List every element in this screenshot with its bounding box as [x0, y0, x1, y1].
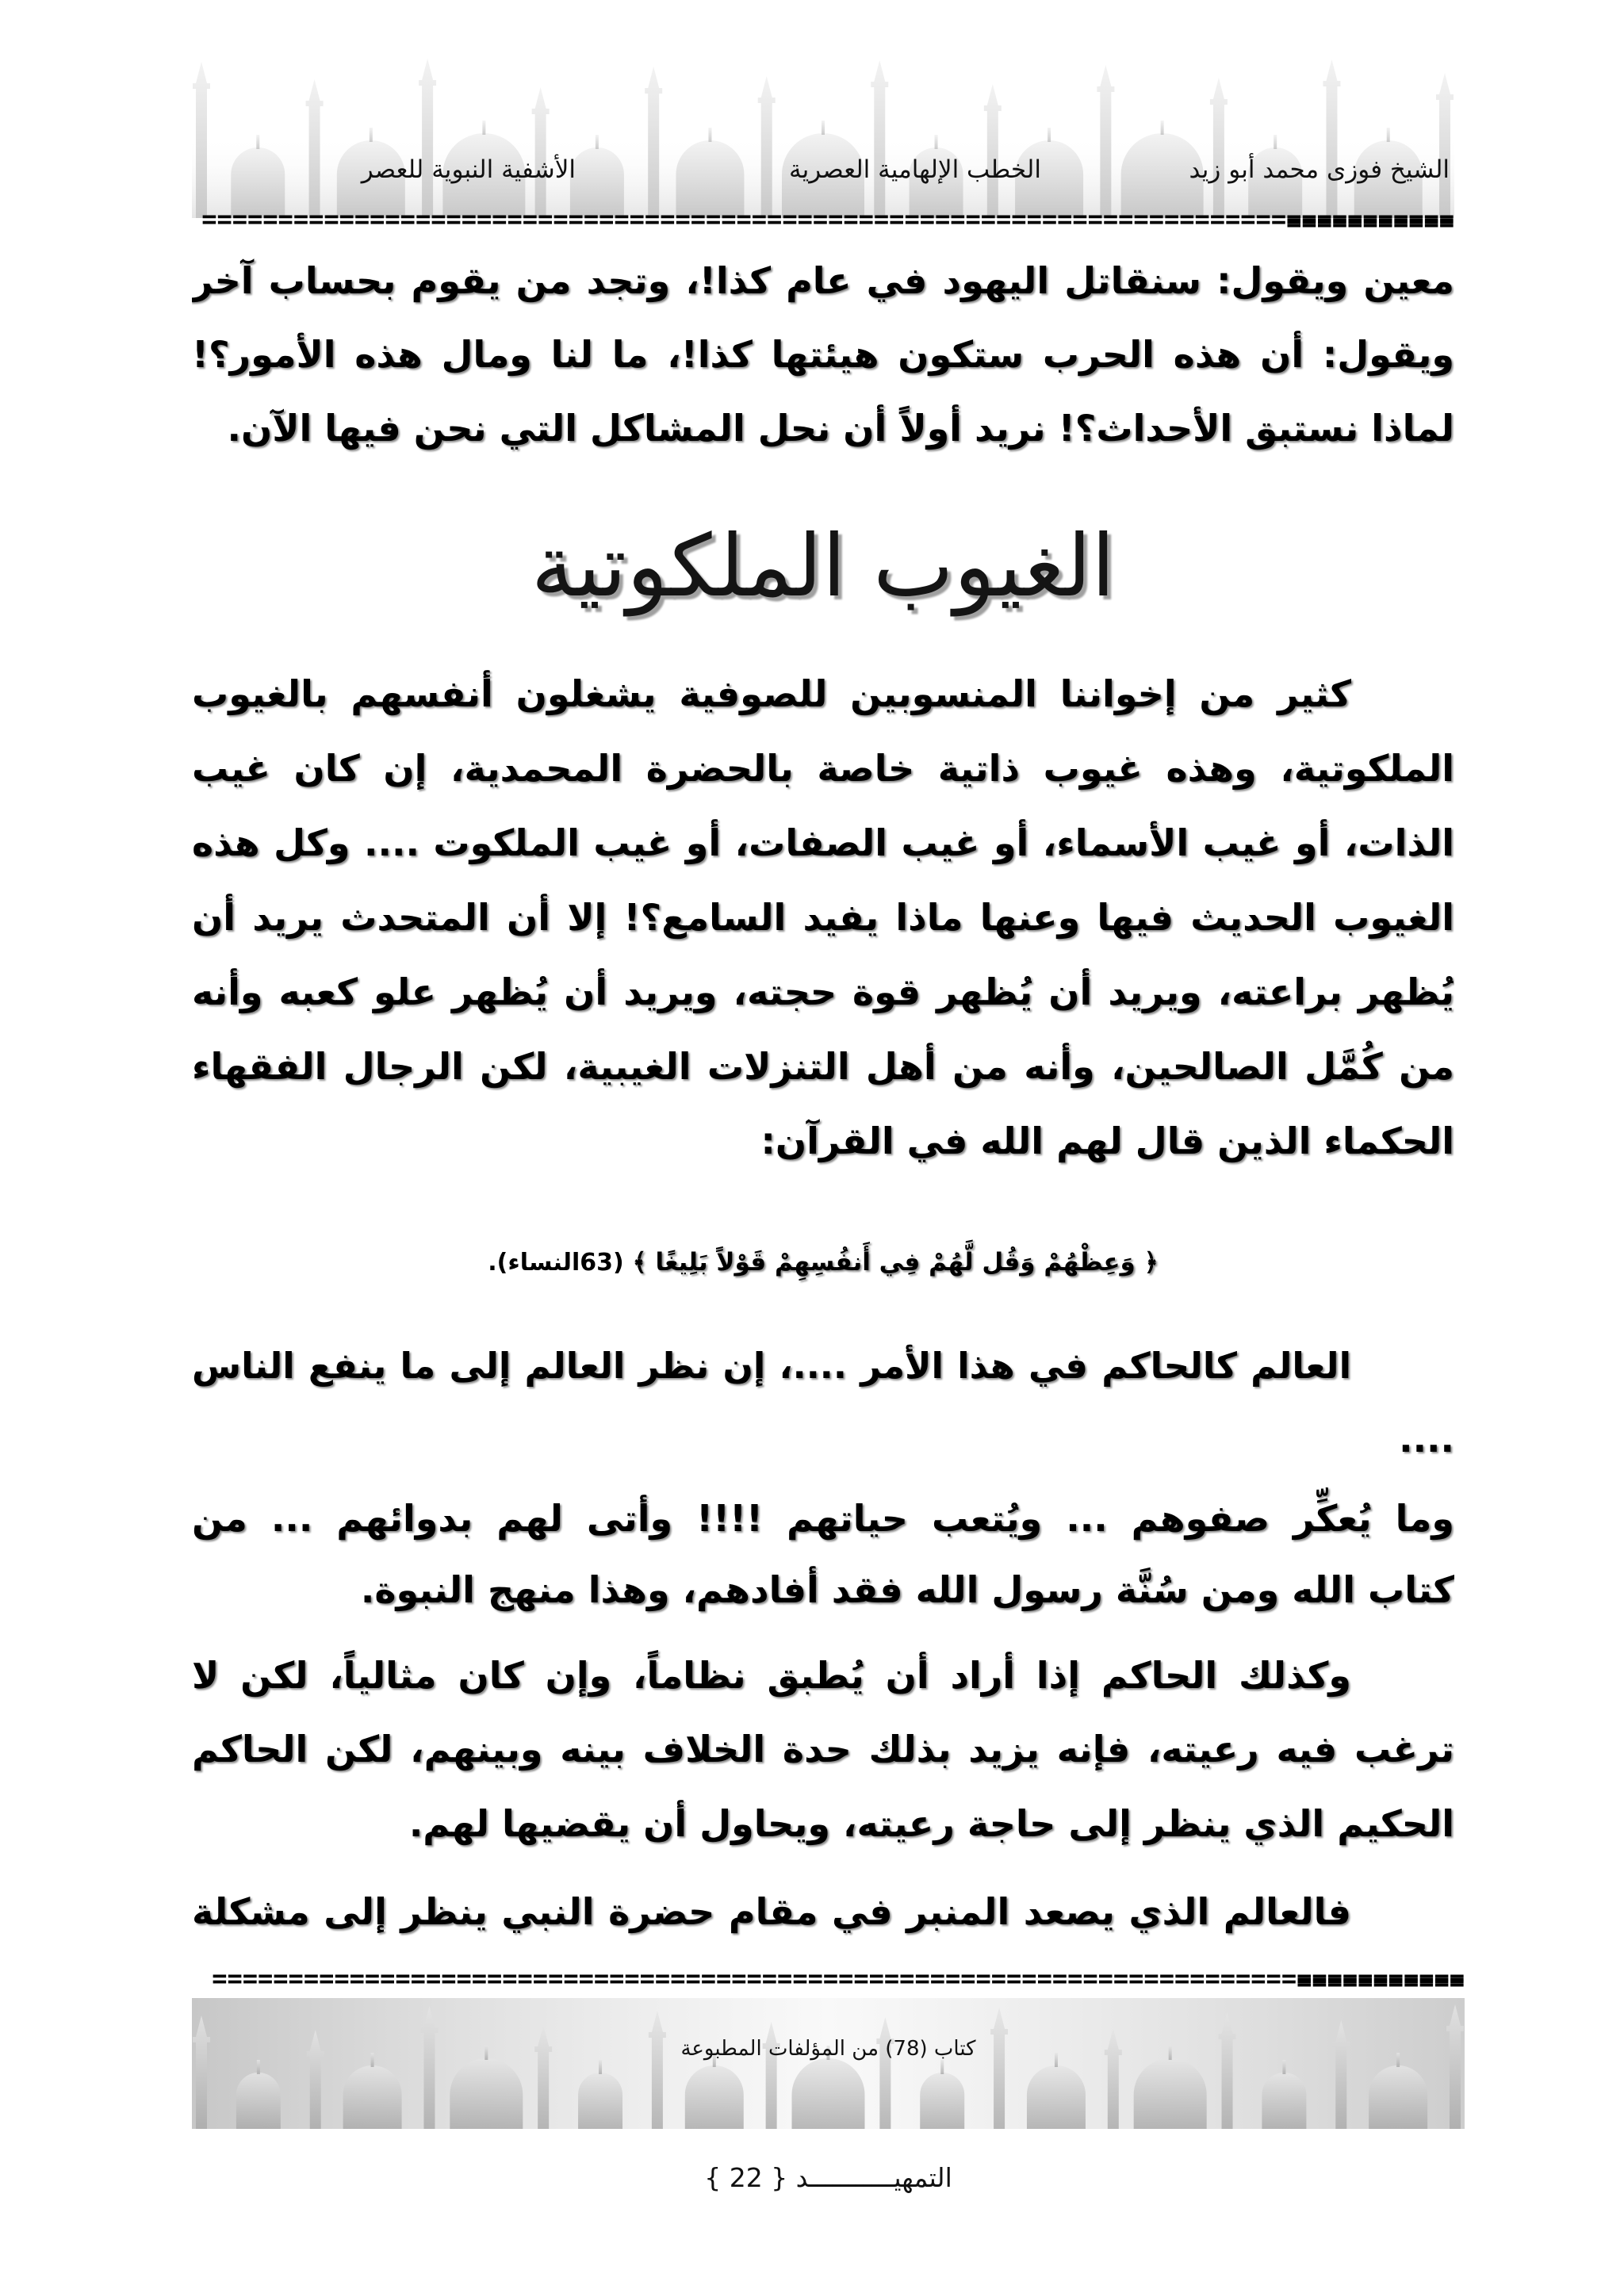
dome-finial-shape — [482, 121, 485, 135]
dome-shape — [236, 2073, 281, 2129]
quran-verse: ﴿ وَعِظْهُمْ وَقُل لَّهُمْ فِي أَنفُسِهِمْ قَوْلاً بَلِيغًا ﴾ — [632, 1248, 1159, 1277]
dome-shape — [1262, 2073, 1306, 2129]
paragraph-line: الحكماء الذين قال لهم الله في القرآن: — [760, 1120, 1454, 1162]
paragraph-line: من كُمَّل الصالحين، وأنه من أهل التنزلات الغيبية، لكن الرجال الفقهاء — [192, 1045, 1454, 1088]
dome-shape — [1027, 2065, 1086, 2129]
dome-finial-shape — [1387, 128, 1390, 142]
dome-finial-shape — [822, 121, 825, 135]
dome-shape — [578, 2073, 622, 2129]
dome-shape — [792, 2058, 865, 2129]
dome-shape — [685, 2065, 744, 2129]
footer-book-note: كتاب (78) من المؤلفات المطبوعة — [680, 2037, 976, 2061]
footer-rule-bold: =========== — [1297, 1964, 1465, 1992]
paragraph-line: الملكوتية، وهذه غيوب ذاتية خاصة بالحضرة المحمدية، إن كان غيب — [192, 747, 1454, 790]
paragraph-line: كتاب الله ومن سُنَّة رسول الله فقد أفادهم، وهذا منهج النبوة. — [360, 1568, 1454, 1611]
paragraph-line: ترغب فيه رعيته، فإنه يزيد بذلك حدة الخلاف بينه وبينهم، لكن الحاكم — [192, 1728, 1454, 1770]
mosque-skyline-header — [192, 56, 1454, 218]
header-rule-line: ======================================================================= — [201, 205, 1287, 233]
header-rule-bold: =========== — [1286, 205, 1454, 233]
paragraph-line: الذات، أو غيب الأسماء، أو غيب الصفات، أو غيب الملكوت .... وكل هذه — [192, 821, 1454, 864]
footer-rule-line: ======================================================================= — [212, 1964, 1297, 1992]
paragraph-line: لماذا نستبق الأحداث؟! نريد أولاً أن نحل المشاكل التي نحن فيها الآن. — [227, 407, 1454, 450]
paragraph-line: الحكيم الذي ينظر إلى حاجة رعيته، ويحاول أن يقضيها لهم. — [408, 1802, 1454, 1845]
paragraph-line: وما يُعكِّر صفوهم ... ويُتعب حياتهم !!!! وأتى لهم بدوائهم ... من — [192, 1497, 1454, 1540]
paragraph-line: فالعالم الذي يصعد المنبر في مقام حضرة النبي ينظر إلى مشكلة — [192, 1890, 1351, 1933]
footer-rule — [192, 1964, 1465, 1992]
paragraph-line: يُظهر براعته، ويريد أن يُظهر قوة حجته، ويريد أن يُظهر علو كعبه وأنه — [192, 970, 1454, 1013]
dome-shape — [450, 2058, 523, 2129]
dome-finial-shape — [1274, 135, 1277, 149]
dome-shape — [1134, 2058, 1207, 2129]
dome-finial-shape — [596, 135, 599, 149]
dome-shape — [920, 2073, 964, 2129]
dome-finial-shape — [935, 135, 938, 149]
paragraph-line: الغيوب الحديث فيها وعنها ماذا يفيد السامع؟! إلا أن المتحدث يريد أن — [192, 896, 1454, 939]
paragraph-line: العالم كالحاكم في هذا الأمر ....، إن نظر العالم إلى ما ينفع الناس — [192, 1345, 1351, 1387]
header-rule — [192, 205, 1454, 233]
dome-finial-shape — [1161, 121, 1164, 135]
header-ornament-band — [192, 56, 1454, 218]
dome-shape — [1369, 2065, 1427, 2129]
dome-finial-shape — [256, 135, 259, 149]
paragraph-line: ويقول: أن هذه الحرب ستكون هيئتها كذا!، ما لنا ومال هذه الأمور؟! — [192, 333, 1454, 376]
paragraph-line: كثير من إخواننا المنسوبين للصوفية يشغلون أنفسهم بالغيوب — [192, 672, 1351, 715]
dome-shape — [343, 2065, 402, 2129]
section-title: الغيوب الملكوتية — [530, 517, 1116, 616]
paragraph-line: .... — [1399, 1418, 1454, 1460]
dome-finial-shape — [708, 128, 711, 142]
dome-finial-shape — [1048, 128, 1051, 142]
paragraph-line: وكذلك الحاكم إذا أراد أن يُطبق نظاماً، وإن كان مثالياً، لكن لا — [192, 1654, 1351, 1697]
quran-verse-line — [192, 1219, 1454, 1306]
verse-reference: (63النساء). — [488, 1249, 624, 1277]
footer-section-page: التمهيـــــــــــد { 22 } — [704, 2162, 952, 2193]
paragraph-line: معين ويقول: سنقاتل اليهود في عام كذا!، وتجد من يقوم بحساب آخر — [192, 259, 1454, 302]
header-author: الشيخ فوزى محمد أبو زيد — [1189, 155, 1450, 184]
dome-finial-shape — [370, 128, 373, 142]
header-book: الأشفية النبوية للعصر — [361, 155, 576, 184]
header-series: الخطب الإلهامية العصرية — [789, 155, 1041, 184]
